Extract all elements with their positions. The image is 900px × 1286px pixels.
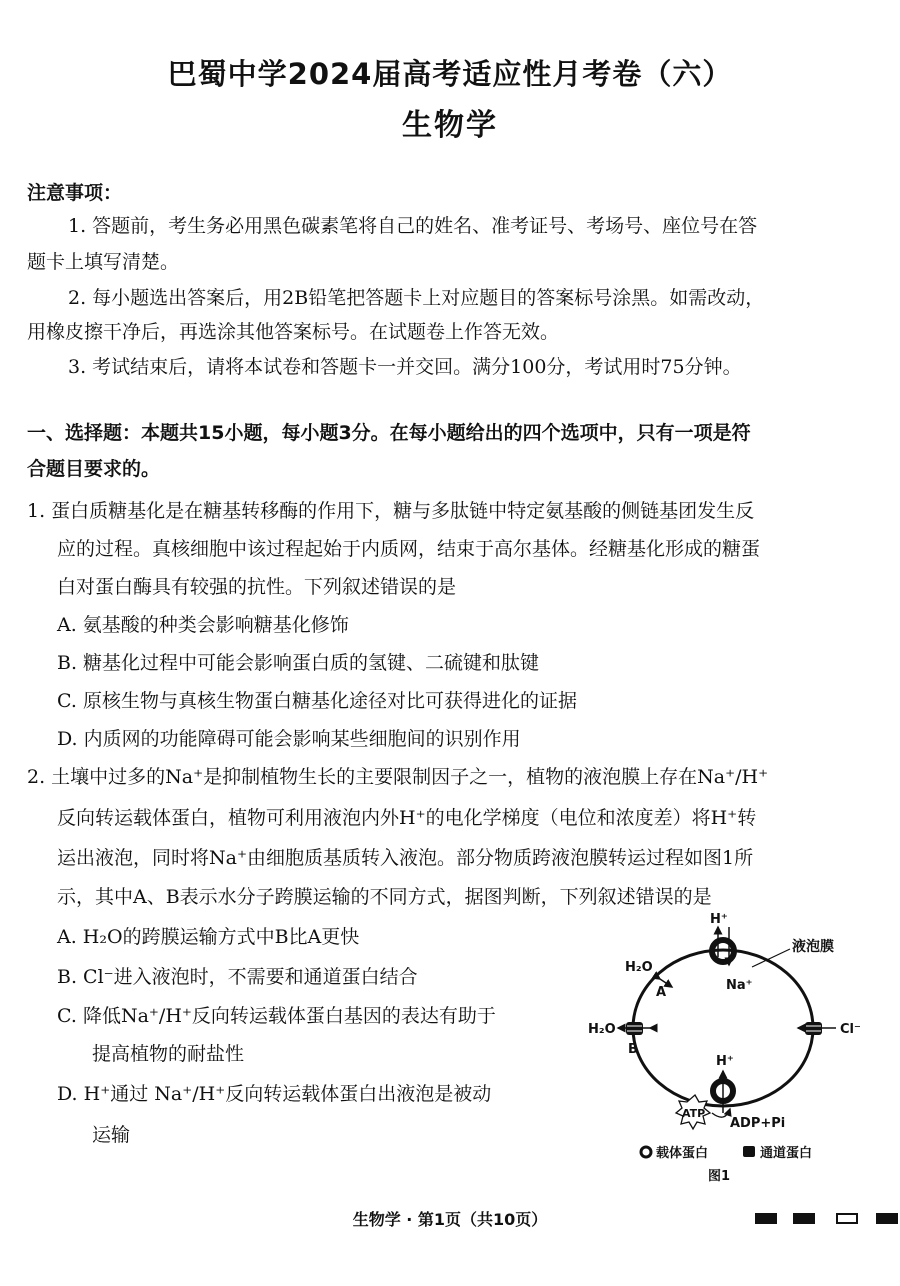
exam-title: 巴蜀中学2024届高考适应性月考卷（六） bbox=[167, 57, 733, 91]
footer-mark-1 bbox=[755, 1213, 777, 1224]
footer-mark-2 bbox=[793, 1213, 815, 1224]
q2-stem-line-2: 反向转运载体蛋白，植物可利用液泡内外H⁺的电化学梯度（电位和浓度差）将H⁺转 bbox=[57, 807, 757, 829]
h-top-label: H⁺ bbox=[710, 912, 728, 927]
legend-carrier-icon bbox=[641, 1147, 651, 1157]
atp-label: ATP bbox=[682, 1107, 706, 1120]
figure-1-vacuole-diagram bbox=[580, 905, 880, 1195]
notice-item-1-line-2: 题卡上填写清楚。 bbox=[27, 251, 180, 273]
notice-item-1-line-1: 1. 答题前，考生务必用黑色碳素笔将自己的姓名、准考证号、考场号、座位号在答 bbox=[68, 215, 758, 237]
notice-item-2-line-1: 2. 每小题选出答案后，用2B铅笔把答题卡上对应题目的答案标号涂黑。如需改动， bbox=[68, 287, 765, 309]
h-bottom-label: H⁺ bbox=[716, 1054, 734, 1069]
q1-option-a: A. 氨基酸的种类会影响糖基化修饰 bbox=[57, 614, 349, 636]
membrane-label: 液泡膜 bbox=[792, 939, 834, 955]
h2o-b-label: H₂O bbox=[588, 1022, 616, 1037]
q2-option-c-line-2: 提高植物的耐盐性 bbox=[92, 1043, 245, 1065]
section-heading-line-2: 合题目要求的。 bbox=[27, 458, 161, 480]
legend-channel-icon bbox=[743, 1146, 755, 1157]
q1-option-d: D. 内质网的功能障碍可能会影响某些细胞间的识别作用 bbox=[57, 728, 521, 750]
q1-stem-line-2: 应的过程。真核细胞中该过程起始于内质网，结束于高尔基体。经糖基化形成的糖蛋 bbox=[57, 538, 761, 560]
figure-caption: 图1 bbox=[708, 1169, 731, 1184]
q1-option-b: B. 糖基化过程中可能会影响蛋白质的氢键、二硫键和肽键 bbox=[57, 652, 540, 674]
a-label: A bbox=[656, 985, 667, 1000]
subject-title: 生物学 bbox=[402, 108, 498, 143]
q2-option-d-line-1: D. H⁺通过 Na⁺/H⁺反向转运载体蛋白出液泡是被动 bbox=[57, 1083, 492, 1105]
legend-carrier-label: 载体蛋白 bbox=[656, 1146, 709, 1161]
legend-channel-label: 通道蛋白 bbox=[760, 1146, 813, 1161]
atp-to-adp-arrow bbox=[712, 1109, 730, 1117]
q2-option-a: A. H₂O的跨膜运输方式中B比A更快 bbox=[57, 926, 360, 948]
q2-stem-line-1: 2. 土壤中过多的Na⁺是抑制植物生长的主要限制因子之一，植物的液泡膜上存在Na⁺/H⁺ bbox=[27, 766, 769, 788]
section-heading-line-1: 一、选择题：本题共15小题，每小题3分。在每小题给出的四个选项中，只有一项是符 bbox=[27, 422, 751, 444]
q1-stem-line-1: 1. 蛋白质糖基化是在糖基转移酶的作用下，糖与多肽链中特定氨基酸的侧链基团发生反 bbox=[27, 500, 755, 522]
notice-heading: 注意事项： bbox=[27, 182, 123, 204]
q1-stem-line-3: 白对蛋白酶具有较强的抗性。下列叙述错误的是 bbox=[57, 576, 457, 598]
footer-mark-4 bbox=[876, 1213, 898, 1224]
b-label: B bbox=[628, 1042, 638, 1057]
notice-item-2-line-2: 用橡皮擦干净后，再选涂其他答案标号。在试题卷上作答无效。 bbox=[27, 321, 560, 343]
adp-label: ADP+Pi bbox=[730, 1116, 786, 1131]
h2o-a-label: H₂O bbox=[625, 960, 653, 975]
cl-label: Cl⁻ bbox=[840, 1022, 861, 1037]
footer-mark-3 bbox=[836, 1213, 858, 1224]
q2-option-d-line-2: 运输 bbox=[92, 1124, 131, 1146]
q2-option-b: B. Cl⁻进入液泡时，不需要和通道蛋白结合 bbox=[57, 966, 418, 988]
q1-option-c: C. 原核生物与真核生物蛋白糖基化途径对比可获得进化的证据 bbox=[57, 690, 577, 712]
na-label: Na⁺ bbox=[726, 978, 753, 993]
membrane-label-leader bbox=[752, 949, 790, 967]
notice-item-3: 3. 考试结束后，请将本试卷和答题卡一并交回。满分100分，考试用时75分钟。 bbox=[68, 356, 742, 378]
q2-stem-line-4: 示，其中A、B表示水分子跨膜运输的不同方式，据图判断，下列叙述错误的是 bbox=[57, 886, 712, 908]
q2-option-c-line-1: C. 降低Na⁺/H⁺反向转运载体蛋白基因的表达有助于 bbox=[57, 1005, 496, 1027]
q2-stem-line-3: 运出液泡，同时将Na⁺由细胞质基质转入液泡。部分物质跨液泡膜转运过程如图1所 bbox=[57, 847, 754, 869]
page-footer: 生物学 · 第1页（共10页） bbox=[352, 1210, 548, 1229]
